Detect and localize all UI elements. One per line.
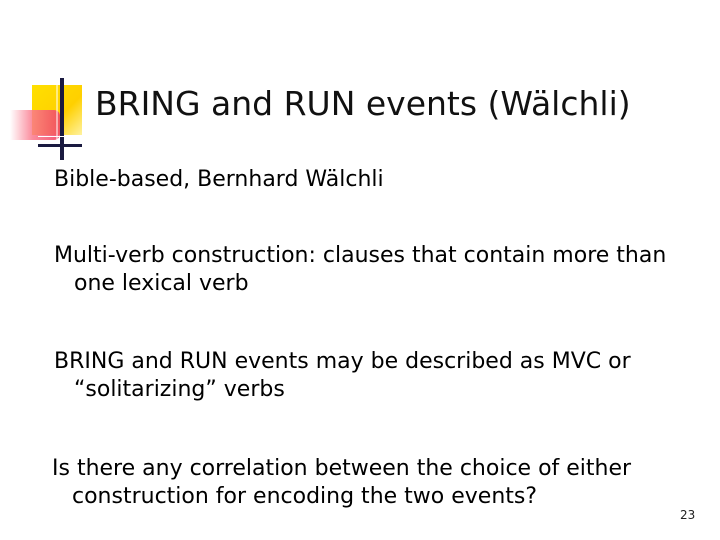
slide-number: 23 [680,508,696,522]
highlight-line-decoration [56,82,58,152]
bullet-item: Is there any correlation between the choice of either construction for encoding the two events? [52,456,632,509]
horizontal-line-decoration [38,144,82,147]
bullet-item: Bible-based, Bernhard Wälchli [54,167,384,192]
title-divider [38,136,700,137]
bullet-item: BRING and RUN events may be described as MVC or “solitarizing” verbs [54,349,631,402]
bullet-item: Multi-verb construction: clauses that contain more than one lexical verb [54,243,667,296]
slide-title: BRING and RUN events (Wälchli) [95,84,631,123]
vertical-line-decoration [60,78,64,160]
